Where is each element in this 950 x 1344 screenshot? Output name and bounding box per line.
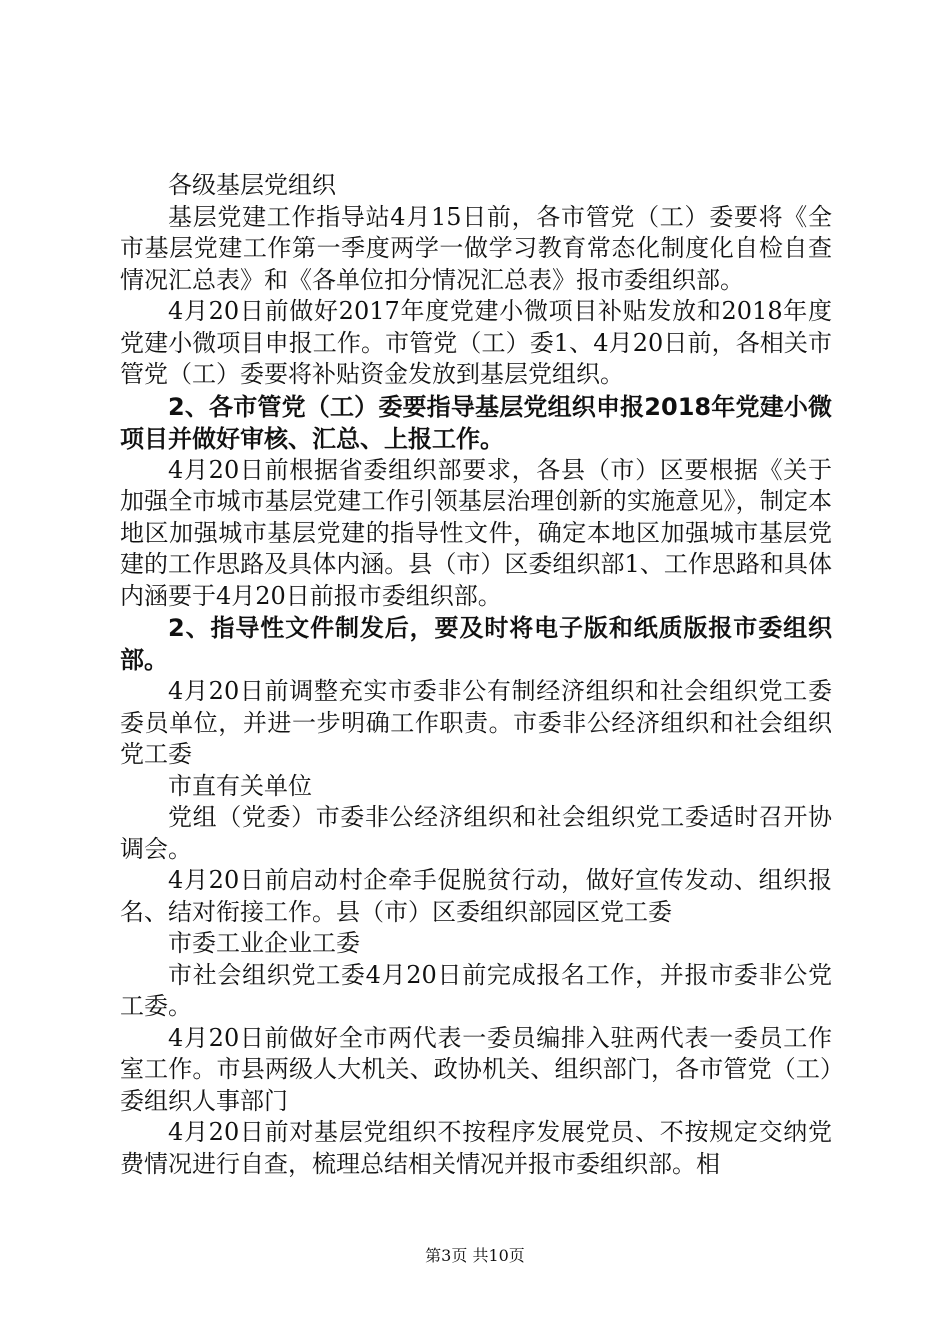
paragraph-12: 市社会组织党工委4月20日前完成报名工作，并报市委非公党工委。 <box>120 960 832 1020</box>
paragraph-5: 4月20日前根据省委组织部要求，各县（市）区要根据《关于加强全市城市基层党建工作引领基层治理创新的实施意见》，制定本地区加强城市基层党建的指导性文件，确定本地区加强城市基层党建的工作思路及具体内涵。县（市）区委组织部1、工作思路和具体内涵要于4月20日前报市委组织部。 <box>120 455 832 610</box>
paragraph-9: 党组（党委）市委非公经济组织和社会组织党工委适时召开协调会。 <box>120 803 832 863</box>
paragraph-1: 各级基层党组织 <box>168 171 336 199</box>
paragraph-13: 4月20日前做好全市两代表一委员编排入驻两代表一委员工作室工作。市县两级人大机关、政协机关、组织部门，各市管党（工）委组织人事部门 <box>120 1023 832 1115</box>
paragraph-8: 市直有关单位 <box>168 771 312 800</box>
paragraph-11: 市委工业企业工委 <box>168 929 360 957</box>
paragraph-2: 基层党建工作指导站4月15日前，各市管党（工）委要将《全市基层党建工作第一季度两学一做学习教育常态化制度化自检自查情况汇总表》和《各单位扣分情况汇总表》报市委组织部。 <box>120 202 832 294</box>
paragraph-4: 2、各市管党（工）委要指导基层党组织申报2018年党建小微项目并做好审核、汇总、上报工作。 <box>120 392 832 453</box>
document-body <box>120 170 832 1180</box>
paragraph-7: 4月20日前调整充实市委非公有制经济组织和社会组织党工委委员单位，并进一步明确工作职责。市委非公经济组织和社会组织党工委 <box>120 677 832 768</box>
paragraph-6: 2、指导性文件制发后，要及时将电子版和纸质版报市委组织部。 <box>120 614 832 674</box>
page-number-footer: 第3页 共10页 <box>425 1246 525 1265</box>
paragraph-3: 4月20日前做好2017年度党建小微项目补贴发放和2018年度党建小微项目申报工作。市管党（工）委1、4月20日前，各相关市管党（工）委要将补贴资金发放到基层党组织。 <box>120 297 832 388</box>
paragraph-14: 4月20日前对基层党组织不按程序发展党员、不按规定交纳党费情况进行自查，梳理总结相关情况并报市委组织部。相 <box>120 1118 832 1178</box>
paragraph-10: 4月20日前启动村企牵手促脱贫行动，做好宣传发动、组织报名、结对衔接工作。县（市）区委组织部园区党工委 <box>120 866 832 926</box>
